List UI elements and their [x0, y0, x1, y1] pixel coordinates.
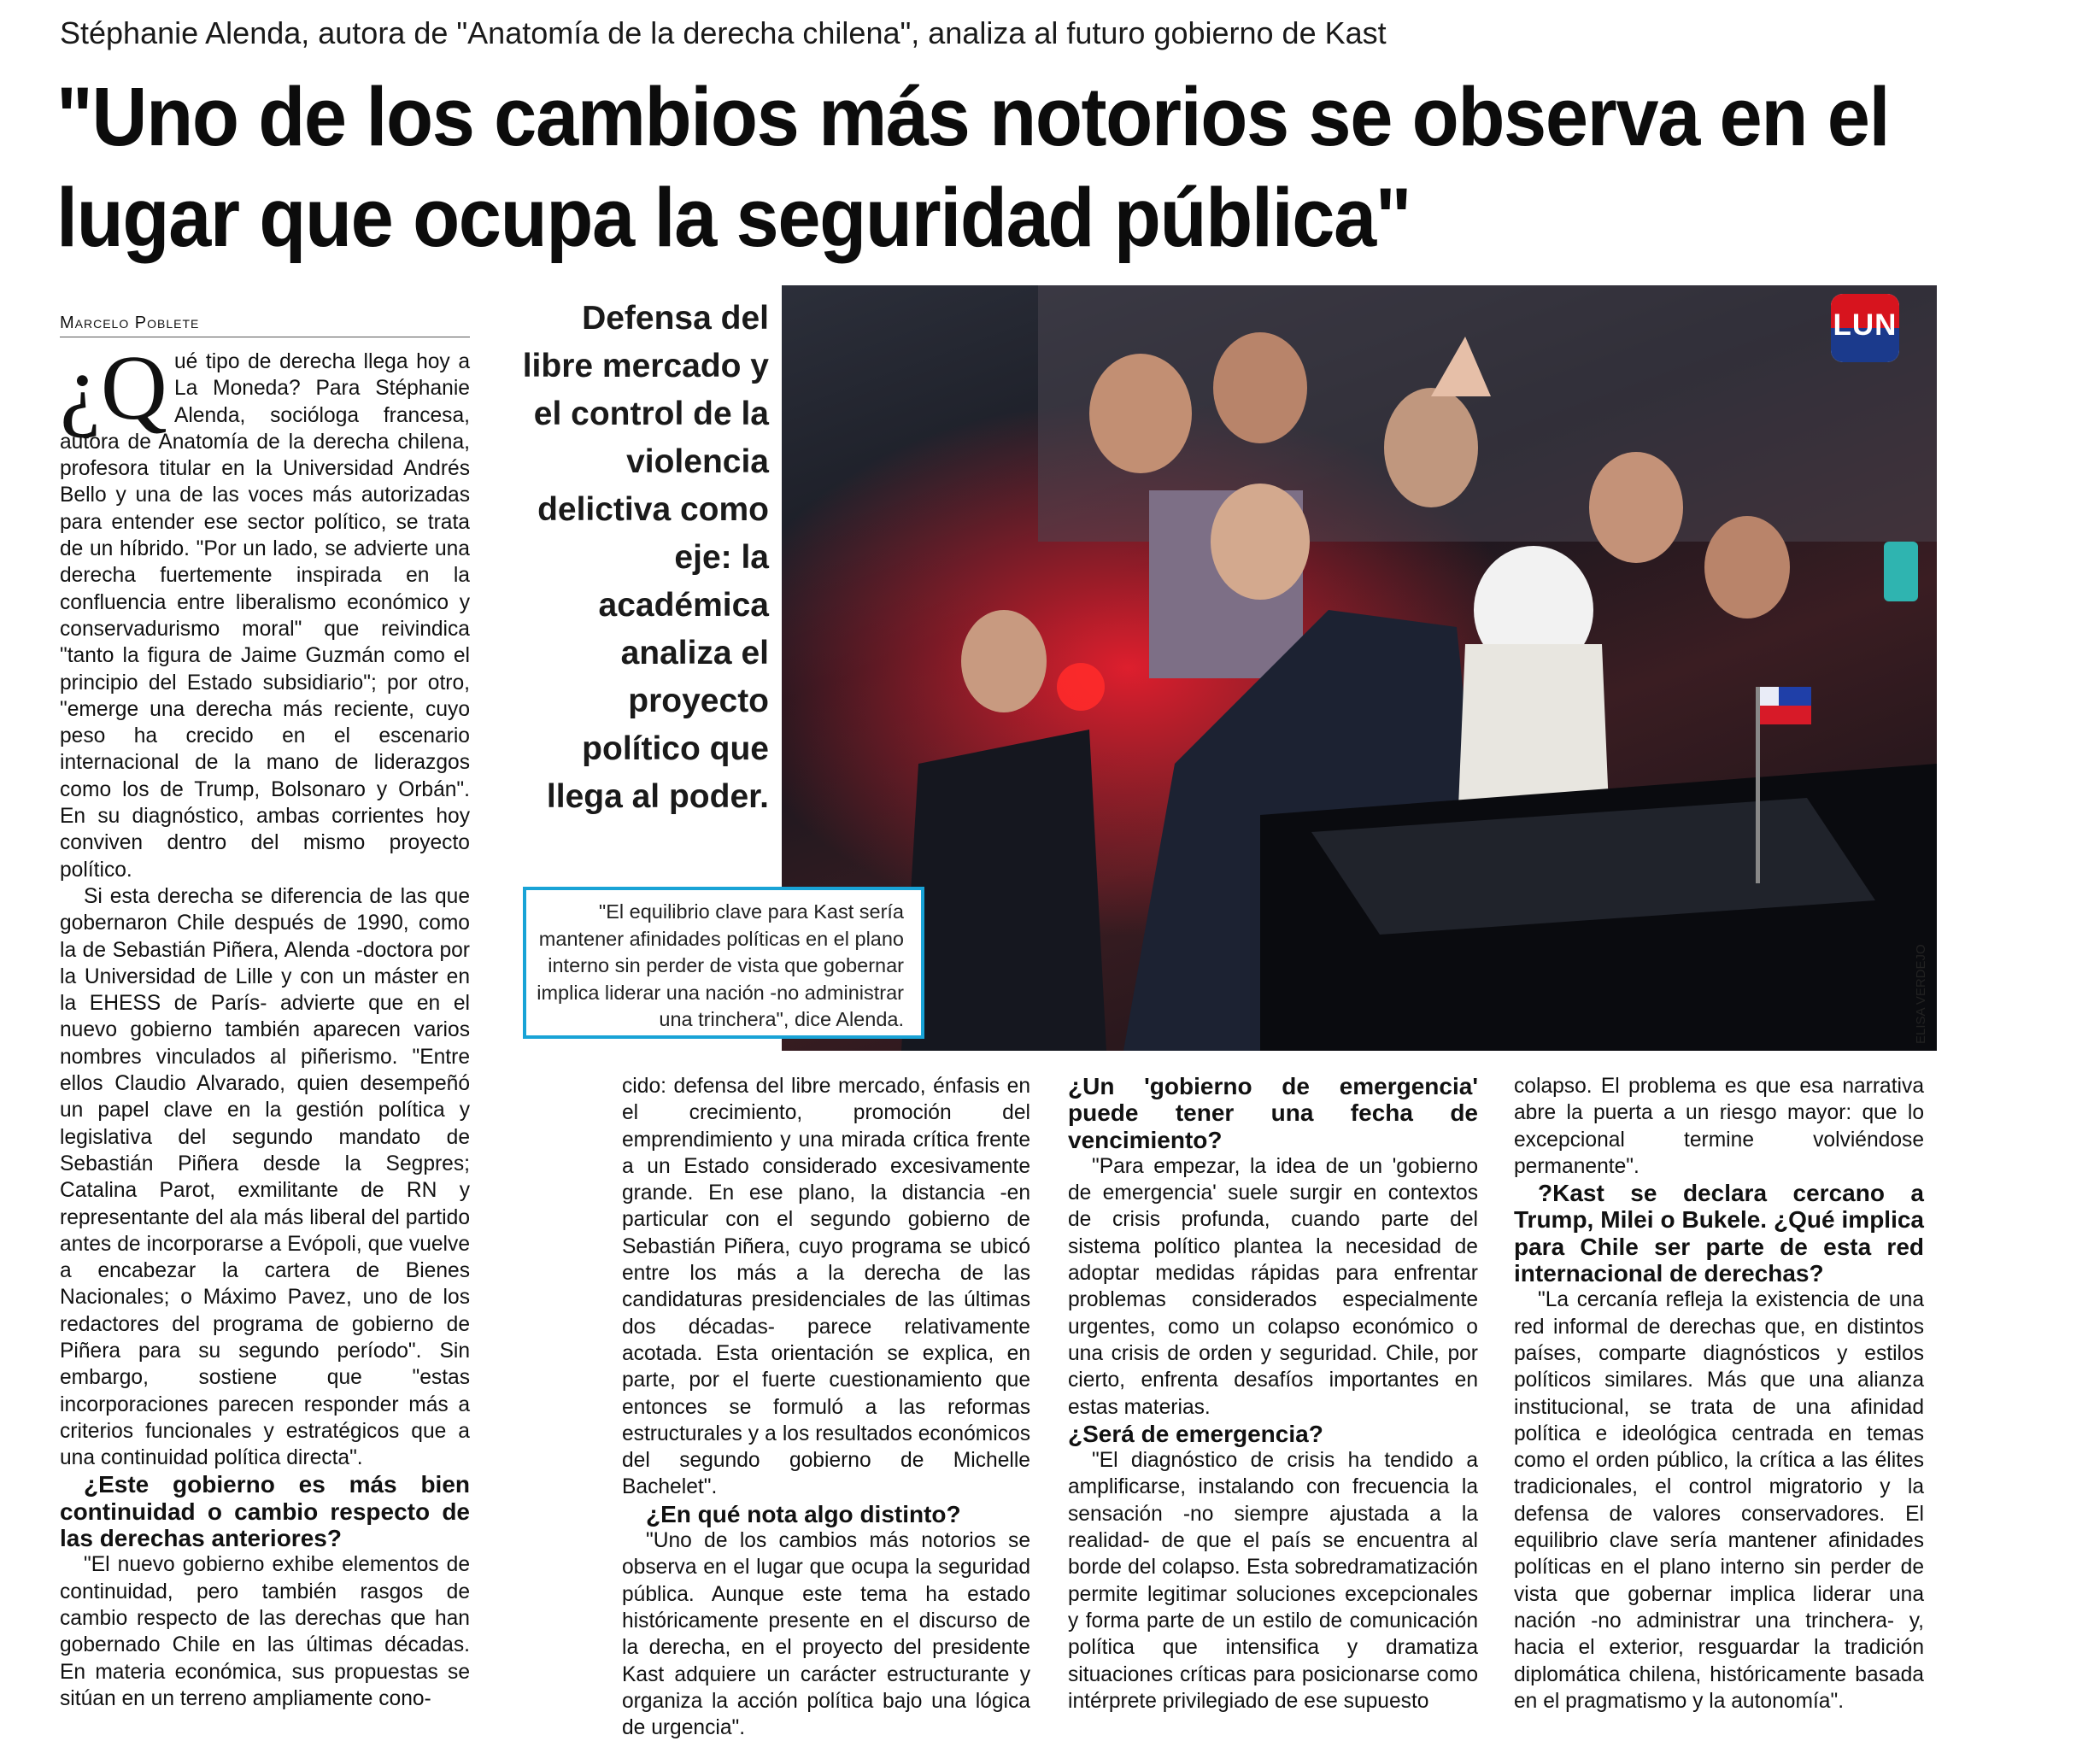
photo-credit: ELISA VERDEJO — [1914, 944, 1928, 1044]
question-2: ¿En qué nota algo distinto? — [646, 1500, 961, 1527]
question-5: ?Kast se declara cercano a Trump, Milei o Bukele. ¿Qué implica para Chile ser parte de esta red internacional de derechas? — [1514, 1180, 1924, 1287]
answer-1-part-a: "El nuevo gobierno exhibe elementos de continuidad, pero también rasgos de cambio respecto de las derechas que han gobernado Chile en las últimas décadas. En materia económica, sus propuestas se sitúan en un terreno ampliamente cono- — [60, 1553, 470, 1710]
answer-3: "Para empezar, la idea de un 'gobierno de emergencia' suele surgir en contextos de crisis profunda, cuando parte del sistema político plantea la necesidad de adoptar medidas rápidas para enfrentar problemas considerados especialmente urgentes, como un colapso económico o una crisis de orden y seguridad. Chile, por cierto, enfrenta desafíos importantes en estas materias. — [1068, 1154, 1478, 1419]
answer-1-part-b: cido: defensa del libre mercado, énfasis en el crecimiento, promoción del emprendimiento y una mirada crítica frente a un Estado considerado excesivamente grande. En ese plano, la distancia -en particular con el segundo gobierno de Sebastián Piñera, cuyo programa se ubicó entre los más a la derecha de las candidaturas presidenciales de las últimas dos décadas- parece relativamente acotada. Esta orientación se explica, en parte, por el fuerte cuestionamiento que entonces se formuló a las reformas estructurales y a los resultados económicos del segundo gobierno de Michelle Bachelet". — [622, 1075, 1030, 1499]
answer-5: "La cercanía refleja la existencia de una red informal de derechas que, en distintos países, comparte diagnósticos y estilos políticos similares. Más que una alianza institucional, se trata de una afinidad política e ideológica centrada en temas como el orden público, la crítica a las élites tradicionales, el control migratorio y la defensa de valores conservadores. El equilibrio clave sería mantener afinidades políticas en el plano interno sin perder de vista que gobernar implica liderar una nación -no administrar una trinchera- y, hacia el exterior, resguardar la tradición diplomática chilena, históricamente basada en el pragmatismo y la autonomía". — [1514, 1288, 1924, 1713]
answer-4-part-b: colapso. El problema es que esa narrativa abre la puerta a un riesgo mayor: que lo excepcional termine volviéndose permanente". — [1514, 1075, 1924, 1178]
article-deck: Defensa del libre mercado y el control de la violencia delictiva como eje: la académica analiza el proyecto político que llega al poder. — [522, 300, 769, 815]
lead-paragraph: ¿Q ué tipo de derecha llega hoy a La Moneda? Para Stéphanie Alenda, socióloga francesa, autora de Anatomía de la derecha chilena, profesora titular en la Universidad Andrés Bello y una de las voces más autorizadas para entender ese sector político, se trata de un híbrido. "Por un lado, se advierte una derecha fuertemente inspirada en la confluencia entre liberalismo económico y conservadurismo moral" que reivindica "tanto la figura de Jaime Guzmán como el principio del Estado subsidiario"; por otro, "emerge una derecha más reciente, cuyo peso ha crecido en el escenario internacional de la mano de liderazgos como los de Trump, Bolsonaro y Orbán". En su diagnóstico, ambas corrientes hoy conviven dentro del mismo proyecto político. — [60, 337, 470, 882]
news-photo — [782, 285, 1937, 1051]
article-column-3 — [1068, 1073, 1478, 1715]
answer-2: "Uno de los cambios más notorios se observa en el lugar que ocupa la seguridad pública. Aunque este tema ha estado históricamente presente en el discurso de la derecha, en el proyecto del presidente Kast adquiere un carácter estructurante y organiza la acción política bajo una lógica de urgencia". — [622, 1529, 1030, 1740]
question-4: ¿Será de emergencia? — [1068, 1420, 1323, 1447]
article-kicker: Stéphanie Alenda, autora de "Anatomía de la derecha chilena", analiza al futuro gobierno de Kast — [60, 15, 1387, 50]
lun-logo: LUN — [1831, 294, 1899, 362]
article-column-4 — [1514, 1073, 1924, 1715]
photo-illustration — [782, 285, 1937, 1051]
paragraph-2: Si esta derecha se diferencia de las que gobernaron Chile después de 1990, como la de Sebastián Piñera, Alenda -doctora por la Universidad de Lille y con un máster en la EHESS de París- advierte que en el nuevo gobierno también aparecen varios nombres vinculados al piñerismo. "Entre ellos Claudio Alvarado, quien desempeñó un papel clave en la gestión política y legislativa del segundo mandato de Sebastián Piñera desde la Segpres; Catalina Parot, exmilitante de RN y representante del ala más liberal del partido antes de incorporarse a Evópoli, que vuelve a encabezar la cartera de Bienes Nacionales; o Máximo Pavez, uno de los redactores del programa de gobierno de Piñera para su segundo período". Sin embargo, sostiene que "estas incorporaciones parecen responder más a criterios funcionales y estratégicos que a una continuidad política directa". — [60, 884, 470, 1470]
article-column-1 — [60, 337, 470, 1712]
author-byline: Marcelo Poblete — [60, 314, 470, 337]
question-1: ¿Este gobierno es más bien continuidad o cambio respecto de las derechas anteriores? — [60, 1471, 470, 1552]
article-column-2 — [622, 1073, 1030, 1741]
pull-quote: "El equilibrio clave para Kast sería mantener afinidades políticas en el plano interno sin perder de vista que gobernar implica liderar una nación -no administrar una trinchera", dice Alenda. — [523, 887, 924, 1039]
question-3: ¿Un 'gobierno de emergencia' puede tener una fecha de vencimiento? — [1068, 1073, 1478, 1153]
dropcap: ¿Q — [60, 337, 167, 439]
answer-4-part-a: "El diagnóstico de crisis ha tendido a amplificarse, instalando con frecuencia la sensación -no siempre ajustada a la realidad- de que el país se encuentra al borde del colapso. Esta sobredramatización permite legitimar soluciones excepcionales y forma parte de un estilo de comunicación política que intensifica y dramatiza situaciones críticas para posicionarse como intérprete privilegiado de ese supuesto — [1068, 1449, 1478, 1713]
article-headline: "Uno de los cambios más notorios se observa en el lugar que ocupa la seguridad pública" — [56, 70, 1890, 264]
